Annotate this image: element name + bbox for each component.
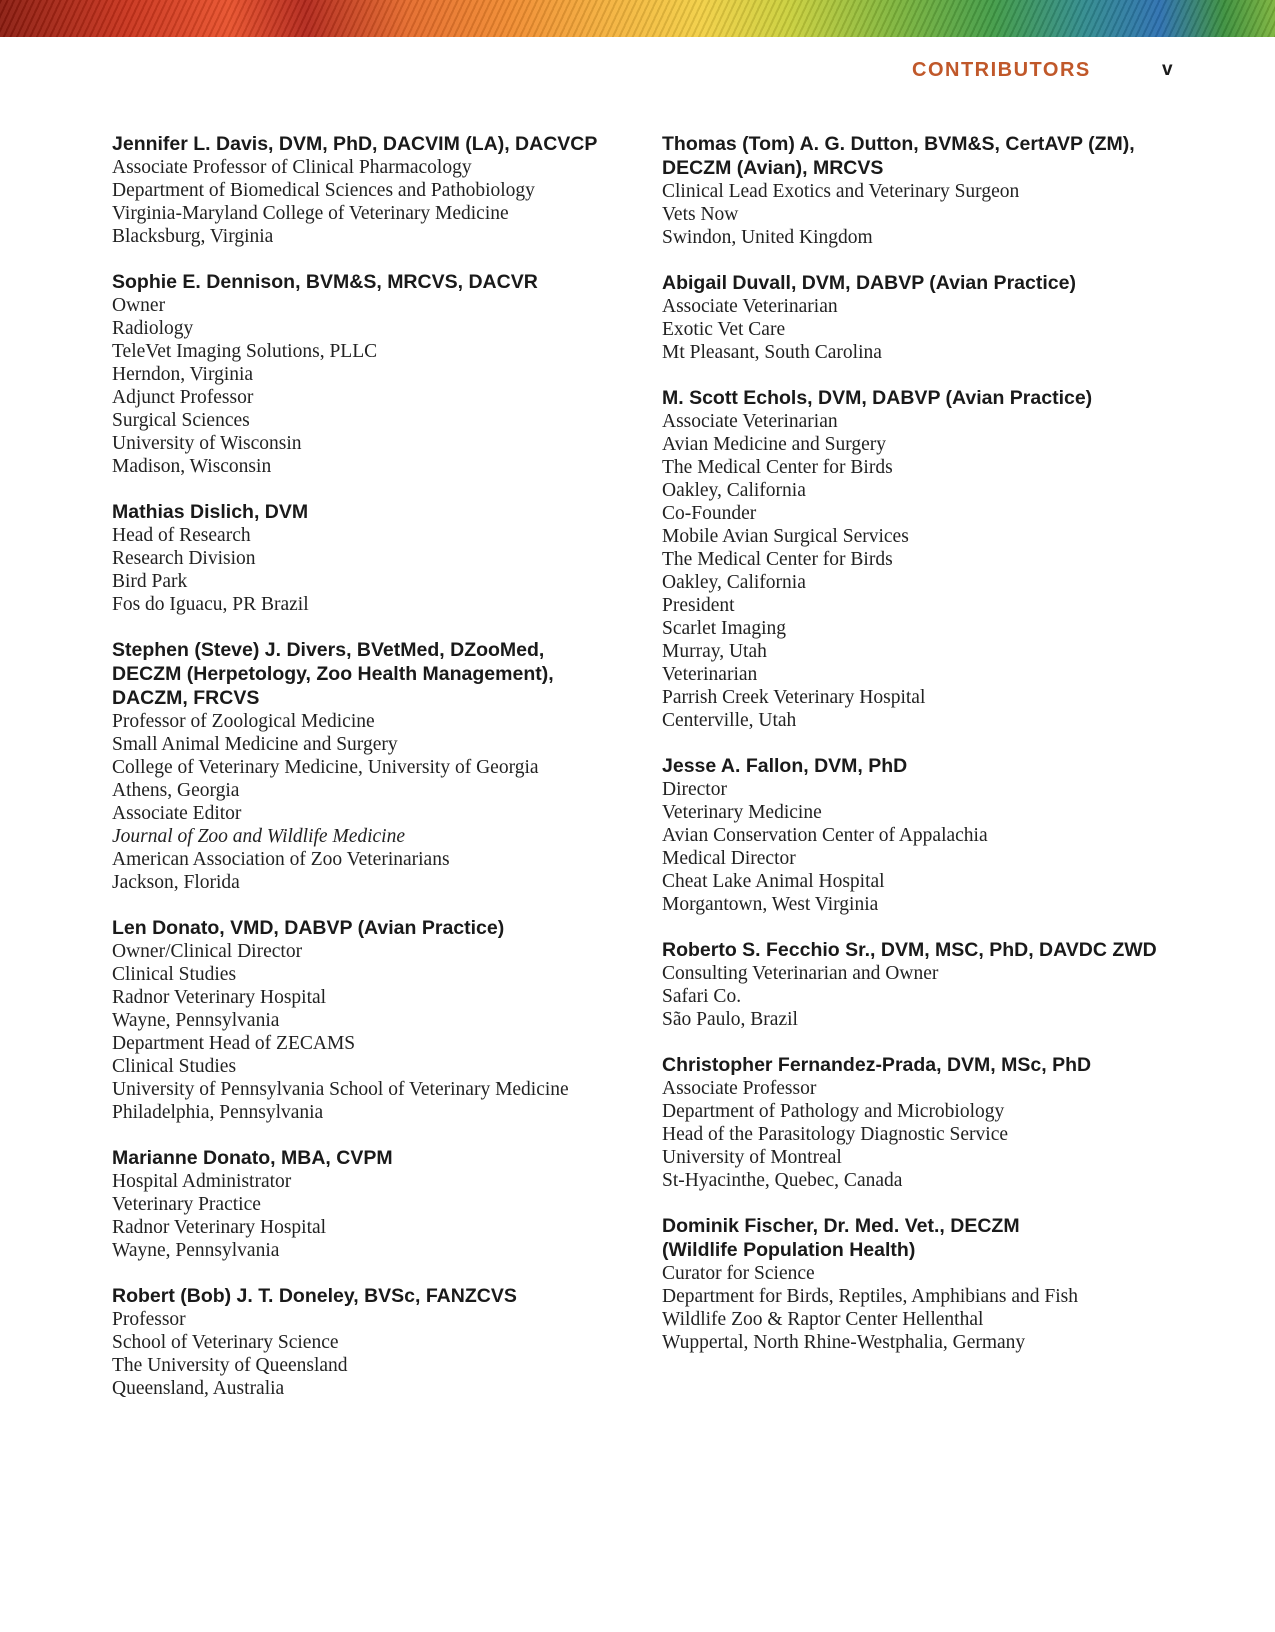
affiliation-line: Radiology [112, 318, 194, 339]
affiliation-line: Wayne, Pennsylvania [112, 1010, 280, 1031]
contributor-entry [662, 132, 1202, 249]
contributor-entry [112, 132, 652, 248]
affiliation-line: Jackson, Florida [112, 872, 240, 893]
affiliation-line: Mt Pleasant, South Carolina [662, 342, 882, 363]
affiliation-line: Co-Founder [662, 503, 757, 524]
affiliation-line: Associate Veterinarian [662, 411, 838, 432]
section-title: CONTRIBUTORS [912, 59, 1091, 81]
affiliation-line: Hospital Administrator [112, 1171, 292, 1192]
affiliation-line: Madison, Wisconsin [112, 456, 272, 477]
affiliation-line: Radnor Veterinary Hospital [112, 1217, 327, 1238]
affiliation-line: Associate Veterinarian [662, 296, 838, 317]
affiliation-line: College of Veterinary Medicine, University of Georgia [112, 757, 539, 778]
contributor-entry [662, 754, 1202, 916]
affiliation-line: Head of the Parasitology Diagnostic Service [662, 1124, 1009, 1145]
contributor-name: Thomas (Tom) A. G. Dutton, BVM&S, CertAVP (ZM), DECZM (Avian), MRCVS [662, 133, 1135, 179]
contributor-name: Jennifer L. Davis, DVM, PhD, DACVIM (LA), DACVCP [112, 133, 598, 155]
decorative-feather-banner [0, 0, 1275, 37]
affiliation-line: Radnor Veterinary Hospital [112, 987, 327, 1008]
affiliation-line: Safari Co. [662, 986, 742, 1007]
contributor-name: Roberto S. Fecchio Sr., DVM, MSC, PhD, DAVDC ZWD [662, 939, 1157, 961]
affiliation-line: Veterinary Medicine [662, 802, 822, 823]
affiliation-line: Associate Professor of Clinical Pharmacology [112, 157, 472, 178]
contributor-entry [662, 271, 1202, 364]
contributor-name: Sophie E. Dennison, BVM&S, MRCVS, DACVR [112, 271, 538, 293]
contributor-name: Stephen (Steve) J. Divers, BVetMed, DZooMed, DECZM (Herpetology, Zoo Health Management), DACZM, FRCVS [112, 639, 554, 709]
affiliation-line: Adjunct Professor [112, 387, 254, 408]
contributor-entry [662, 1214, 1202, 1354]
running-head [880, 57, 1180, 87]
affiliation-line: Department Head of ZECAMS [112, 1033, 356, 1054]
affiliation-line: Curator for Science [662, 1263, 815, 1284]
affiliation-line: Philadelphia, Pennsylvania [112, 1102, 324, 1123]
contributor-name: M. Scott Echols, DVM, DABVP (Avian Practice) [662, 387, 1093, 409]
affiliation-line: Journal of Zoo and Wildlife Medicine [112, 826, 406, 847]
contributor-name: Abigail Duvall, DVM, DABVP (Avian Practice) [662, 272, 1076, 294]
affiliation-line: Veterinary Practice [112, 1194, 261, 1215]
contributor-affiliation [662, 410, 1202, 732]
affiliation-line: The Medical Center for Birds [662, 549, 893, 570]
affiliation-line: President [662, 595, 735, 616]
contributor-entry [112, 638, 652, 894]
affiliation-line: The Medical Center for Birds [662, 457, 893, 478]
contributor-affiliation [112, 710, 652, 894]
affiliation-line: Cheat Lake Animal Hospital [662, 871, 885, 892]
affiliation-line: Centerville, Utah [662, 710, 797, 731]
contributor-entry [662, 1053, 1202, 1192]
affiliation-line: Small Animal Medicine and Surgery [112, 734, 398, 755]
affiliation-line: Fos do Iguacu, PR Brazil [112, 594, 309, 615]
contributor-affiliation [662, 1077, 1202, 1192]
contributor-entry [112, 270, 652, 478]
affiliation-line: University of Montreal [662, 1147, 842, 1168]
contributors-column-right [662, 132, 1202, 1376]
affiliation-line: American Association of Zoo Veterinarians [112, 849, 450, 870]
contributor-entry [112, 916, 652, 1124]
affiliation-line: Bird Park [112, 571, 188, 592]
contributor-name: Robert (Bob) J. T. Doneley, BVSc, FANZCVS [112, 1285, 517, 1307]
contributor-entry [662, 938, 1202, 1031]
affiliation-line: Exotic Vet Care [662, 319, 786, 340]
affiliation-line: Department of Biomedical Sciences and Pathobiology [112, 180, 535, 201]
affiliation-line: Associate Professor [662, 1078, 817, 1099]
contributor-affiliation [112, 156, 652, 248]
affiliation-line: Consulting Veterinarian and Owner [662, 963, 939, 984]
affiliation-line: Oakley, California [662, 572, 806, 593]
affiliation-line: Vets Now [662, 204, 739, 225]
contributor-affiliation [112, 940, 652, 1124]
contributor-name: Dominik Fischer, Dr. Med. Vet., DECZM (Wildlife Population Health) [662, 1215, 1020, 1261]
affiliation-line: School of Veterinary Science [112, 1332, 339, 1353]
contributor-name: Mathias Dislich, DVM [112, 501, 309, 523]
affiliation-line: Wayne, Pennsylvania [112, 1240, 280, 1261]
page-number: v [1162, 59, 1173, 80]
affiliation-line: Professor [112, 1309, 186, 1330]
contributor-name: Christopher Fernandez-Prada, DVM, MSc, PhD [662, 1054, 1092, 1076]
affiliation-line: Swindon, United Kingdom [662, 227, 873, 248]
affiliation-line: TeleVet Imaging Solutions, PLLC [112, 341, 378, 362]
contributor-name: Len Donato, VMD, DABVP (Avian Practice) [112, 917, 505, 939]
affiliation-line: Department of Pathology and Microbiology [662, 1101, 1005, 1122]
affiliation-line: University of Pennsylvania School of Veterinary Medicine [112, 1079, 569, 1100]
contributor-affiliation [662, 778, 1202, 916]
affiliation-line: St-Hyacinthe, Quebec, Canada [662, 1170, 903, 1191]
contributor-affiliation [112, 294, 652, 478]
affiliation-line: Department for Birds, Reptiles, Amphibians and Fish [662, 1286, 1078, 1307]
contributors-column-left [112, 132, 652, 1422]
contributor-name: Jesse A. Fallon, DVM, PhD [662, 755, 908, 777]
contributor-affiliation [112, 524, 652, 616]
affiliation-line: Owner/Clinical Director [112, 941, 303, 962]
contributor-entry [112, 500, 652, 616]
affiliation-line: Scarlet Imaging [662, 618, 786, 639]
affiliation-line: Medical Director [662, 848, 796, 869]
affiliation-line: Wildlife Zoo & Raptor Center Hellenthal [662, 1309, 984, 1330]
affiliation-line: Queensland, Australia [112, 1378, 285, 1399]
contributor-name: Marianne Donato, MBA, CVPM [112, 1147, 393, 1169]
affiliation-line: University of Wisconsin [112, 433, 302, 454]
contributor-entry [112, 1284, 652, 1400]
affiliation-line: Parrish Creek Veterinary Hospital [662, 687, 926, 708]
affiliation-line: Mobile Avian Surgical Services [662, 526, 909, 547]
affiliation-line: Director [662, 779, 727, 800]
affiliation-line: Surgical Sciences [112, 410, 250, 431]
contributor-affiliation [112, 1308, 652, 1400]
affiliation-line: Blacksburg, Virginia [112, 226, 274, 247]
affiliation-line: The University of Queensland [112, 1355, 348, 1376]
affiliation-line: Athens, Georgia [112, 780, 240, 801]
affiliation-line: São Paulo, Brazil [662, 1009, 798, 1030]
affiliation-line: Research Division [112, 548, 256, 569]
contributor-affiliation [662, 1262, 1202, 1354]
contributor-entry [662, 386, 1202, 732]
affiliation-line: Clinical Lead Exotics and Veterinary Surgeon [662, 181, 1020, 202]
affiliation-line: Associate Editor [112, 803, 242, 824]
affiliation-line: Avian Medicine and Surgery [662, 434, 887, 455]
affiliation-line: Murray, Utah [662, 641, 767, 662]
affiliation-line: Herndon, Virginia [112, 364, 254, 385]
affiliation-line: Virginia-Maryland College of Veterinary Medicine [112, 203, 509, 224]
affiliation-line: Professor of Zoological Medicine [112, 711, 375, 732]
contributor-affiliation [112, 1170, 652, 1262]
contributor-entry [112, 1146, 652, 1262]
affiliation-line: Owner [112, 295, 166, 316]
affiliation-line: Morgantown, West Virginia [662, 894, 879, 915]
affiliation-line: Clinical Studies [112, 964, 237, 985]
affiliation-line: Oakley, California [662, 480, 806, 501]
affiliation-line: Wuppertal, North Rhine-Westphalia, Germany [662, 1332, 1026, 1353]
contributor-affiliation [662, 180, 1202, 249]
contributor-affiliation [662, 962, 1202, 1031]
affiliation-line: Avian Conservation Center of Appalachia [662, 825, 988, 846]
affiliation-line: Veterinarian [662, 664, 758, 685]
contributor-affiliation [662, 295, 1202, 364]
affiliation-line: Head of Research [112, 525, 251, 546]
affiliation-line: Clinical Studies [112, 1056, 237, 1077]
